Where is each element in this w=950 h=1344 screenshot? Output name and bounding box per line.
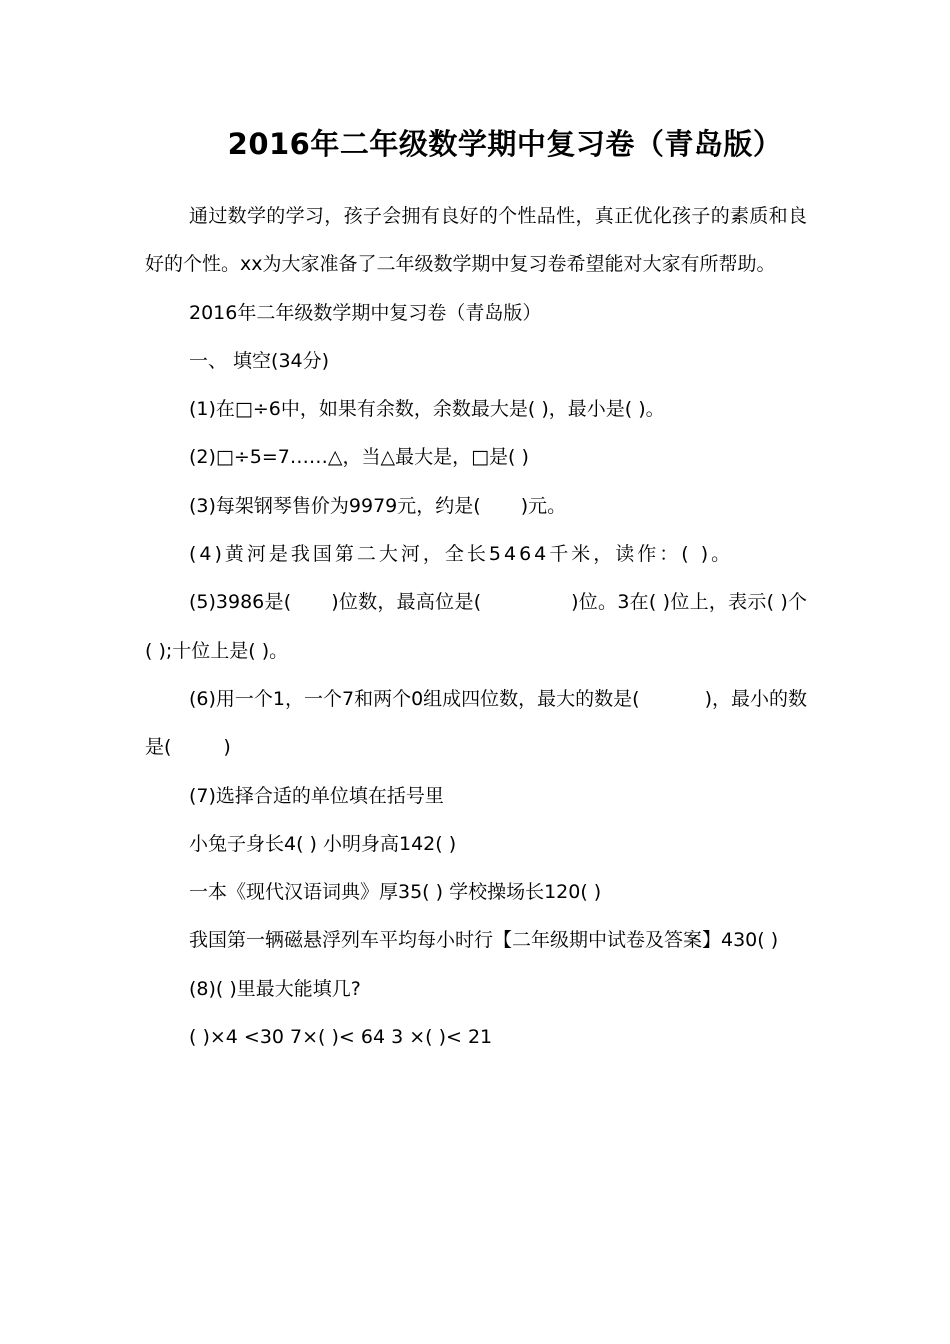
question-5	[145, 578, 807, 675]
question-8: (8)( )里最大能填几?	[189, 977, 361, 1000]
question-3-part-b: )元。	[520, 494, 567, 517]
subtitle-line: 2016年二年级数学期中复习卷（青岛版）	[189, 301, 542, 324]
question-6-part-c: )	[223, 736, 231, 759]
question-5-part-a: (5)3986是(	[189, 591, 292, 614]
question-6	[145, 675, 807, 772]
question-5-part-b: )位数，最高位是(	[331, 591, 482, 614]
section-heading: 一、 填空(34分)	[189, 349, 330, 372]
question-3	[145, 482, 807, 530]
intro-paragraph: 通过数学的学习，孩子会拥有良好的个性品性，真正优化孩子的素质和良好的个性。xx为大家准备了二年级数学期中复习卷希望能对大家有所帮助。	[145, 205, 807, 276]
question-7-line-1: 小兔子身长4( ) 小明身高142( )	[189, 832, 457, 855]
question-7: (7)选择合适的单位填在括号里	[189, 784, 444, 807]
question-5-part-c: )位。3在( )位上，表示( )个( );十位上是( )。	[145, 591, 808, 662]
question-4: (4)黄河是我国第二大河，全长5464千米，读作：( )。	[189, 543, 734, 566]
question-7-line-2: 一本《现代汉语词典》厚35( ) 学校操场长120( )	[189, 881, 602, 904]
question-1: (1)在□÷6中，如果有余数，余数最大是( )，最小是( )。	[189, 398, 665, 421]
document-body	[145, 192, 807, 1061]
question-2: (2)□÷5=7……△，当△最大是，□是( )	[189, 446, 529, 469]
question-6-part-b: )，最小的数是(	[145, 687, 808, 759]
document-title: 2016年二年级数学期中复习卷（青岛版）	[227, 127, 783, 161]
question-8-line-1: ( )×4 <30 7×( )< 64 3 ×( )< 21	[189, 1026, 493, 1049]
question-6-part-a: (6)用一个1，一个7和两个0组成四位数，最大的数是(	[189, 687, 640, 710]
question-3-part-a: (3)每架钢琴售价为9979元，约是(	[189, 494, 481, 517]
question-7-line-3: 我国第一辆磁悬浮列车平均每小时行【二年级期中试卷及答案】430( )	[189, 929, 779, 952]
